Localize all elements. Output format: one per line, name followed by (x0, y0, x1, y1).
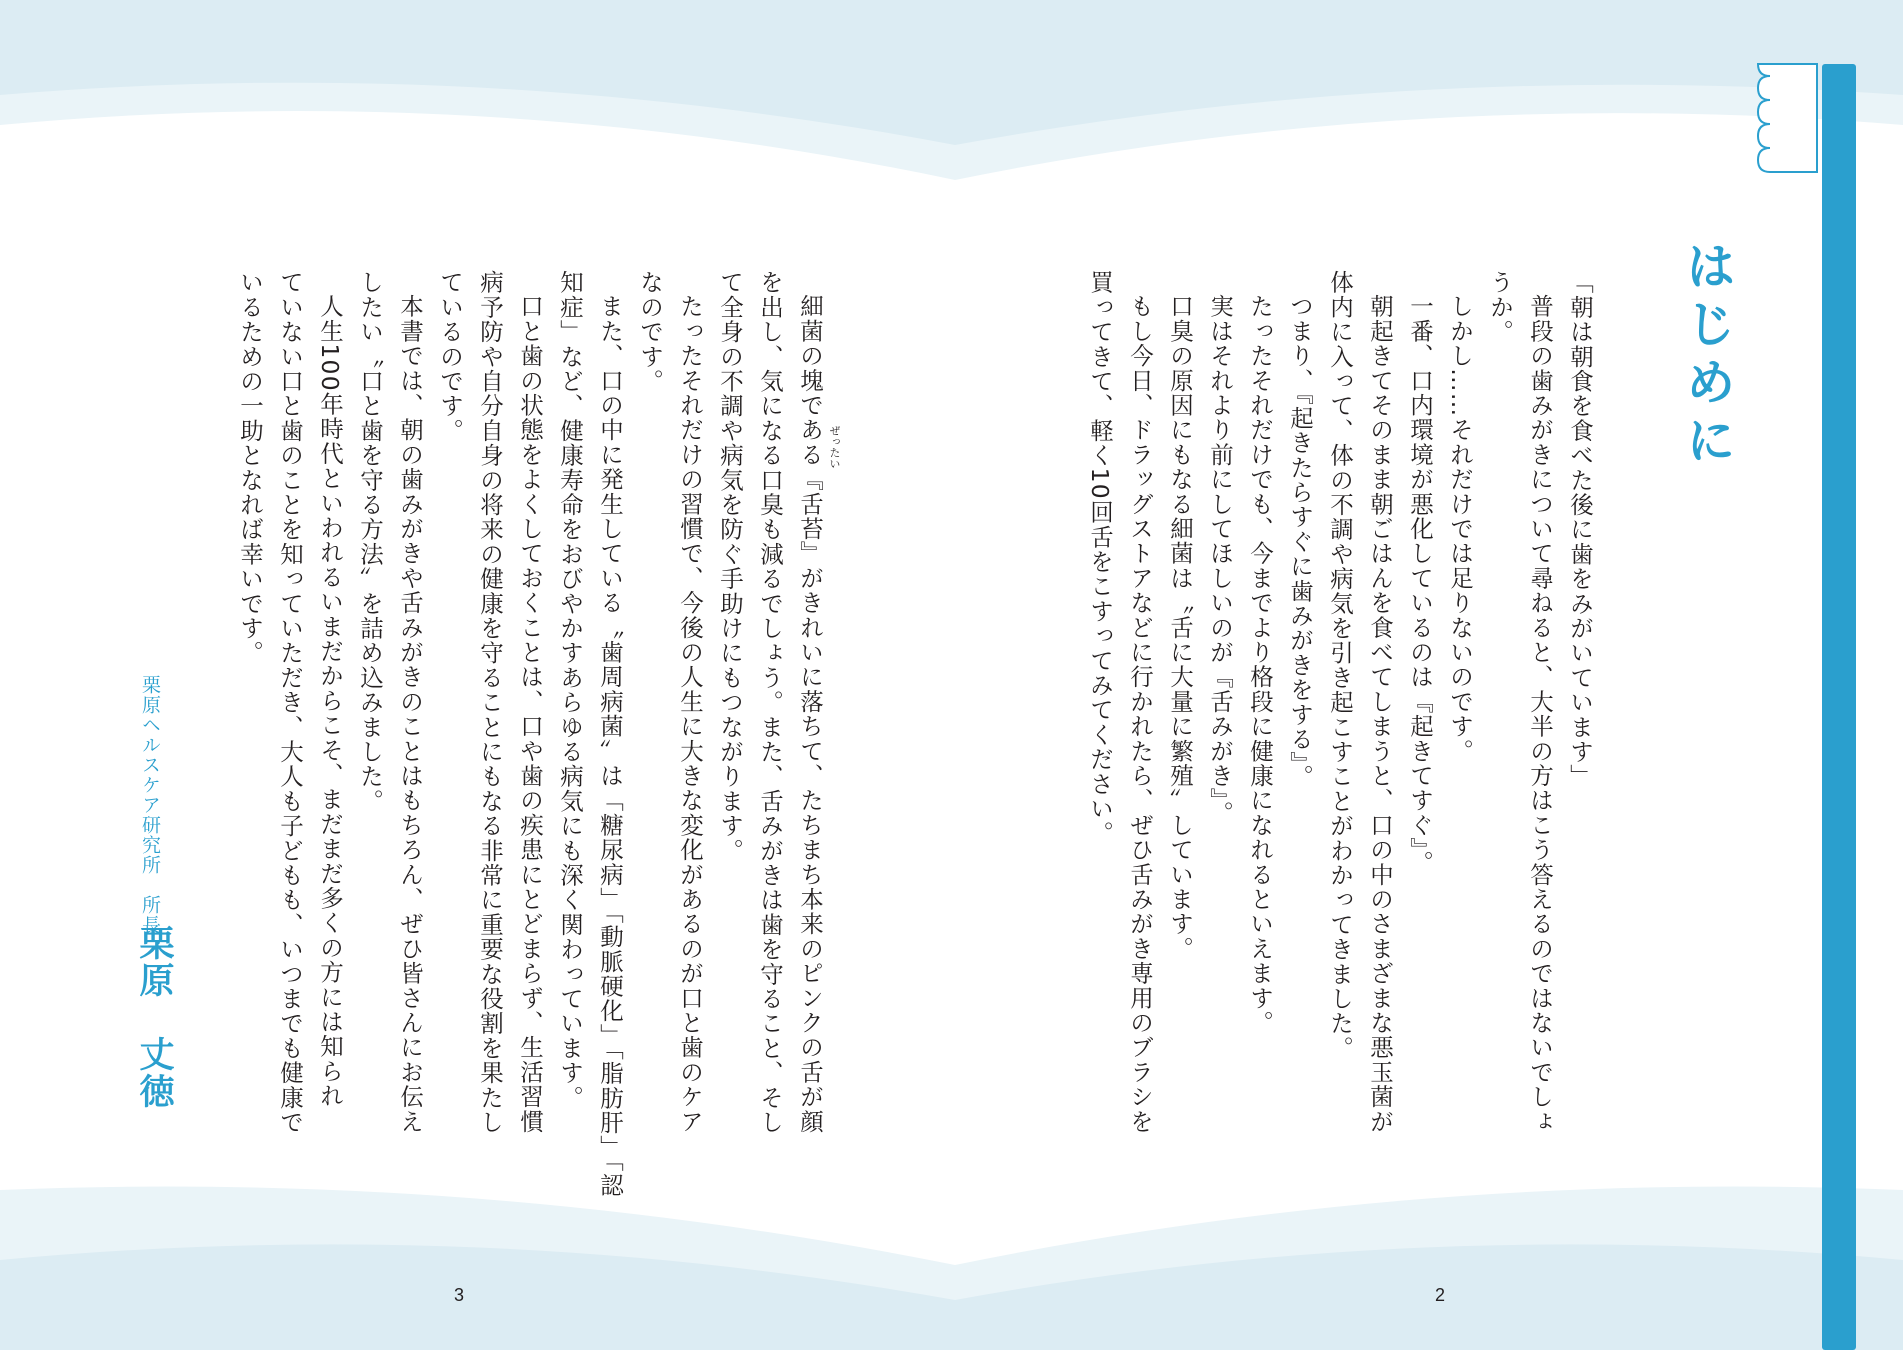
page-number-right: 2 (1435, 1285, 1446, 1305)
text-line: つまり、『起きたらすぐに歯みがきをする』。 (1286, 294, 1314, 790)
text-line: したい〝口と歯を守る方法〟を詰め込みました。 (356, 270, 384, 814)
side-accent-bar (1822, 64, 1856, 1350)
page-number-left: 3 (454, 1285, 465, 1305)
text-line: しかし……それだけでは足りないのです。 (1446, 294, 1474, 764)
tab-decoration (1758, 64, 1817, 172)
text-line: 人生100年時代といわれるいまだからこそ、まだまだ多くの方には知られ (316, 294, 344, 1109)
text-line: 買ってきて、軽く10回舌をこすってみてください。 (1086, 270, 1114, 846)
text-line: 実はそれより前にしてほしいのが『舌みがき』。 (1206, 294, 1234, 826)
text-line: て全身の不調や病気を防ぐ手助けにもつながります。 (716, 270, 744, 863)
text-line: ているのです。 (436, 270, 464, 443)
page-title: はじめに (1678, 240, 1736, 472)
text-line: いるための一助となれば幸いです。 (236, 270, 264, 666)
text-line: を出し、気になる口臭も減るでしょう。また、舌みがきは歯を守ること、そし (756, 270, 784, 1135)
text-line: たったそれだけでも、今までより格段に健康になれるといえます。 (1246, 294, 1274, 1035)
text-line: 口臭の原因にもなる細菌は〝舌に大量に繁殖〟しています。 (1166, 294, 1194, 961)
text-line: ていない口と歯のことを知っていただき、大人も子どもも、いつまでも健康で (276, 270, 304, 1135)
text-line: たったそれだけの習慣で、今後の人生に大きな変化があるのが口と歯のケア (676, 294, 704, 1134)
author-name: 栗原 丈徳 (134, 925, 174, 1110)
text-line: 体内に入って、体の不調や病気を引き起こすことがわかってきました。 (1326, 270, 1354, 1061)
text-line: 知症」など、健康寿命をおびやかすあらゆる病気にも深く関わっています。 (556, 270, 584, 1110)
text-line: また、口の中に発生している〝歯周病菌〟は「糖尿病」「動脈硬化」「脂肪肝」「認 (596, 294, 624, 1198)
text-line: 細菌の塊である『舌苔』がきれいに落ちて、たちまち本来のピンクの舌が顔 (796, 294, 824, 1134)
text-line: うか。 (1486, 270, 1514, 345)
text-line: 朝起きてそのまま朝ごはんを食べてしまうと、口の中のさまざまな悪玉菌が (1366, 294, 1394, 1134)
text-line: なのです。 (636, 270, 664, 394)
text-line: 普段の歯みがきについて尋ねると、大半の方はこう答えるのではないでしょ (1526, 294, 1554, 1134)
ruby-annotation: ぜったい (828, 425, 841, 469)
text-line: もし今日、ドラッグストアなどに行かれたら、ぜひ舌みがき専用のブラシを (1126, 294, 1154, 1134)
author-affiliation: 栗原ヘルスケア研究所 所長 (139, 675, 161, 935)
text-line: 口と歯の状態をよくしておくことは、口や歯の疾患にとどまらず、生活習慣 (516, 294, 544, 1134)
text-line: 「朝は朝食を食べた後に歯をみがいています」 (1566, 270, 1594, 789)
text-line: 一番、口内環境が悪化しているのは『起きてすぐ』。 (1406, 294, 1434, 876)
text-line: 本書では、朝の歯みがきや舌みがきのことはもちろん、ぜひ皆さんにお伝え (396, 294, 424, 1134)
text-line: 病予防や自分自身の将来の健康を守ることにもなる非常に重要な役割を果たし (476, 270, 504, 1135)
